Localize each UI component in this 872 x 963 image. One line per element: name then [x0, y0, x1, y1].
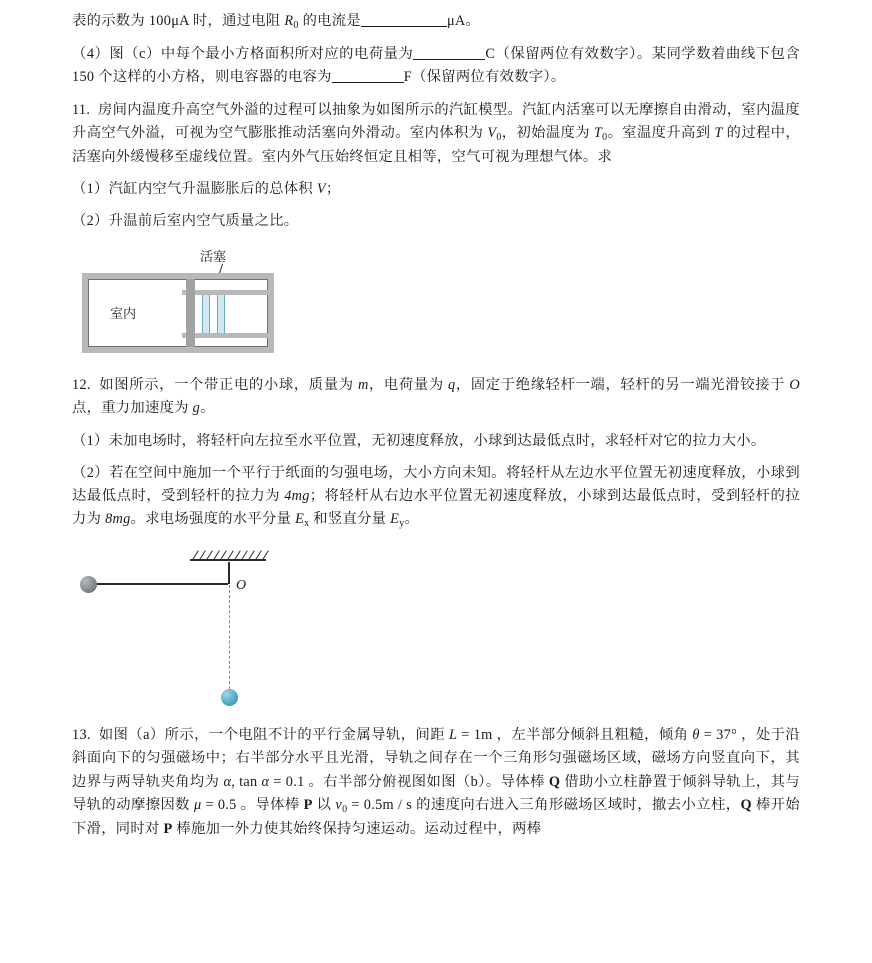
ball-horizontal-position [80, 576, 97, 593]
problem-11-sub-1: （1）汽缸内空气升温膨胀后的总体积 V； [72, 181, 341, 197]
ceiling-line [190, 559, 266, 561]
room-label: 室内 [110, 306, 137, 322]
cylinder-piston-diagram [82, 247, 342, 362]
ceiling-hatching [190, 549, 266, 561]
ball-lowest-position [221, 689, 238, 706]
paragraph-q10-line1: 表的示数为 100μA 时，通过电阻 $R_0$ 的电流是 μA。 [72, 13, 481, 31]
rod-pivot-stem [228, 562, 230, 584]
pivot-label: O [236, 578, 247, 594]
cylinder-tube-inner-top [182, 290, 274, 295]
problem-12-stem: 12. 如图所示，一个带正电的小球，质量为 m，电荷量为 q，固定于绝缘轻杆一端，轻杆的另一端光滑铰接于 O 点，重力加速度为 g。 [72, 377, 800, 417]
paragraph-q10-line2: （4）图（c）中每个最小方格面积所对应的电荷量为 C（保留两位有效数字）。某同学数着曲线下包含 150 个这样的小方格，则电容器的电容为 F（保留两位有效数字）。 [72, 46, 800, 86]
problem-11-stem: 11. 房间内温度升高空气外溢的过程可以抽象为如图所示的汽缸模型。汽缸内活塞可以无摩擦自由滑动，室内温度升高空气外溢，可视为空气膨胀推动活塞向外滑动。室内体积为 $V_0$，初始温度为 $T_0$。室温度升高到 T 的过程中，活塞向外缓慢移至虚线位置。室内外气压始终恒定且相等，空气可视为理想气体。求 [72, 101, 800, 165]
problem-11-sub-2: （2）升温前后室内空气质量之比。 [72, 213, 299, 230]
answer-blank[interactable] [413, 59, 485, 60]
cylinder-tube-top-wall [182, 273, 274, 279]
piston-rod-left [202, 295, 210, 333]
cylinder-tube-inner-bottom [182, 333, 274, 338]
problem-13-stem: 13. 如图（a）所示，一个电阻不计的平行金属导轨，间距 L = 1m ，左半部分倾斜且粗糙，倾角 θ = 37° ，处于沿斜面向下的匀强磁场中；右半部分水平且光滑，导轨之间存在一个三角形匀强磁场区域，磁场方向竖直向下，其边界与两导轨夹角均为 α, tan α = 0.1 。右半部分俯视图如图（b）。导体棒 Q 借助小立柱静置于倾斜导轨上，其与导轨的动摩擦因数 μ = 0.5 。导体棒 P 以 $v_0 = 0.5m / s$ 的速度向右进入三角形磁场区域时，撤去小立柱，Q 棒开始下滑，同时对 P 棒施加一外力使其始终保持匀速运动。运动过程中，两棒 [72, 727, 800, 837]
answer-blank[interactable] [332, 82, 404, 83]
rod-horizontal [88, 583, 228, 585]
piston-block [186, 279, 195, 347]
problem-12-sub-1: （1）未加电场时，将轻杆向左拉至水平位置，无初速度释放，小球到达最低点时，求轻杆对它的拉力大小。 [72, 432, 766, 449]
piston-label: 活塞 [200, 249, 227, 265]
pendulum-rod-diagram [78, 544, 358, 714]
cylinder-tube-bottom-wall [182, 347, 274, 353]
piston-rod-right [217, 295, 225, 333]
problem-12-sub-2: （2）若在空间中施加一个平行于纸面的匀强电场，大小方向未知。将轻杆从左边水平位置无初速度释放，小球到达最低点时，受到轻杆的拉力为 4mg；将轻杆从右边水平位置无初速度释放，小球到达最低点时，受到轻杆的拉力为 8mg。求电场强度的水平分量 $E_x$ 和竖直分量 $E_y$。 [72, 464, 800, 530]
answer-blank[interactable] [361, 26, 447, 27]
dashed-swing-path [229, 585, 230, 689]
